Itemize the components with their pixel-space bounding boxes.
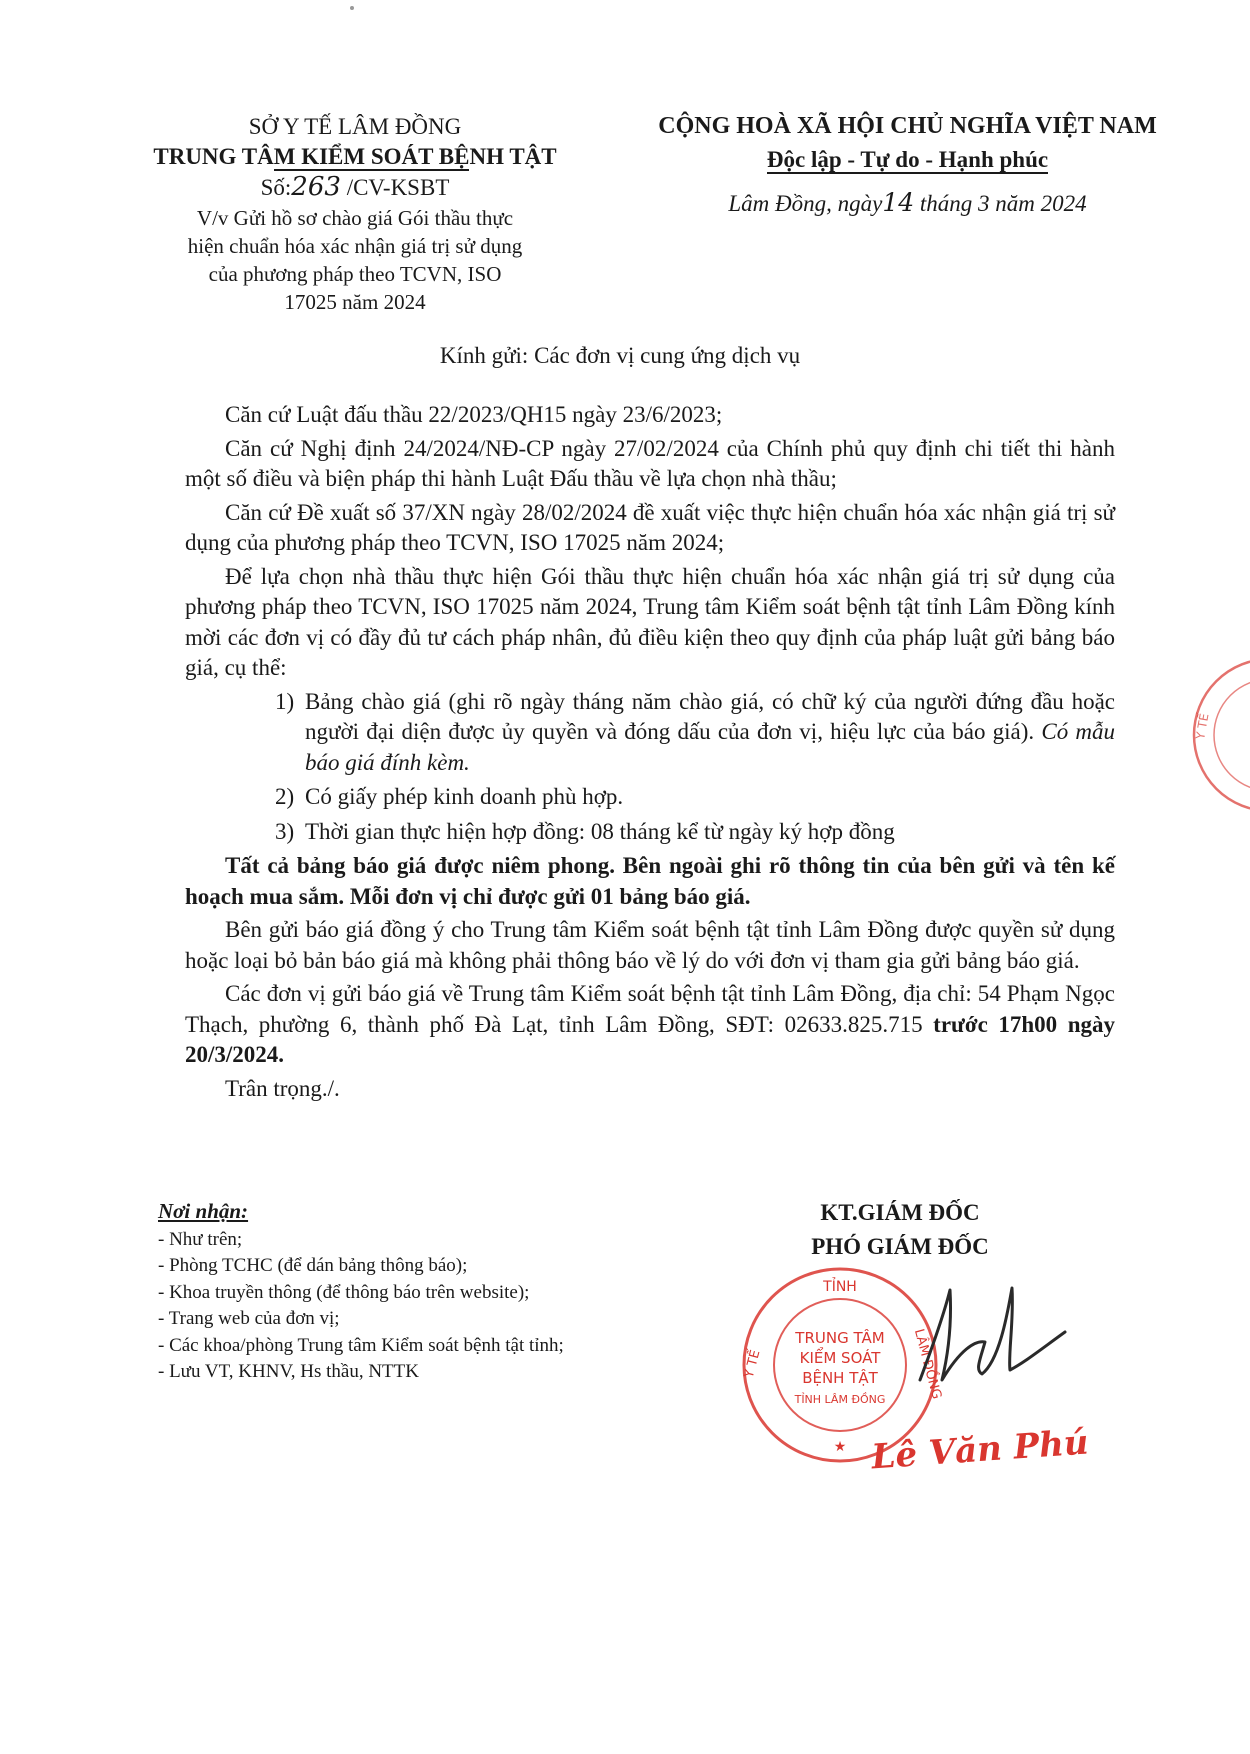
list-number: 3) xyxy=(275,818,295,844)
edge-stamp-text: Y TẾ xyxy=(1193,712,1212,741)
unit-name-underlined: M KIỂM SOÁT BỆ xyxy=(273,144,470,169)
unit-name-part1: TRUNG TÂ xyxy=(153,144,274,169)
closing: Trân trọng./. xyxy=(225,1075,340,1101)
subject-line: 17025 năm 2024 xyxy=(284,290,426,314)
paragraph: Căn cứ Luật đấu thầu 22/2023/QH15 ngày 23/6/2023; xyxy=(225,402,723,427)
agency-name: SỞ Y TẾ LÂM ĐỒNG xyxy=(248,114,462,139)
signature-role: PHÓ GIÁM ĐỐC xyxy=(811,1234,989,1259)
unit-name xyxy=(120,142,590,172)
header-right xyxy=(625,110,1190,220)
stamp-inner-2: KIỂM SOÁT xyxy=(799,1349,881,1367)
date-prefix: Lâm Đồng, ngày xyxy=(728,191,883,216)
recipient-item: - Trang web của đơn vị; xyxy=(158,1308,340,1329)
handwritten-signature xyxy=(890,1270,1090,1410)
number-handwritten: 263 xyxy=(291,172,341,202)
subject xyxy=(120,204,590,316)
motto-text: Độc lập - Tự do - Hạnh phúc xyxy=(766,147,1049,172)
edge-stamp-fragment xyxy=(1190,650,1250,820)
list-number: 2) xyxy=(275,784,295,809)
stamp-ring-top: TỈNH xyxy=(823,1279,857,1295)
scan-speck xyxy=(350,6,354,10)
signer-name: Lê Văn Phú xyxy=(870,1422,1090,1478)
recipient-item: - Lưu VT, KHNV, Hs thầu, NTTK xyxy=(158,1361,419,1382)
signature-block xyxy=(720,1196,1080,1264)
stamp-inner-1: TRUNG TÂM xyxy=(795,1329,885,1347)
list-text-normal: Bảng chào giá (ghi rõ ngày tháng năm chào giá, có chữ ký của người đứng đầu hoặc người đại diện được ủy quyền và đóng dấu của đơn vị, hiệu lực của báo giá). xyxy=(305,688,1115,744)
paragraph-address xyxy=(185,979,1115,1071)
date-day-handwritten: 14 xyxy=(882,188,915,217)
subject-line: V/v Gửi hồ sơ chào giá Gói thầu thực xyxy=(196,206,514,230)
document-number xyxy=(120,172,590,203)
recipient-line: Kính gửi: Các đơn vị cung ứng dịch vụ xyxy=(439,343,801,368)
date-suffix: tháng 3 năm 2024 xyxy=(914,191,1087,216)
stamp-ring-right: LÂM ĐỒNG xyxy=(910,1327,944,1401)
number-prefix: Số: xyxy=(260,175,292,200)
list-text-italic: Có mẫu báo giá đính kèm. xyxy=(305,719,1115,775)
stamp-ring-left: Y TẾ xyxy=(741,1348,764,1380)
requirements-list xyxy=(275,687,1115,848)
recipient-item: - Phòng TCHC (để dán bảng thông báo); xyxy=(158,1255,468,1276)
signature-title: KT.GIÁM ĐỐC xyxy=(820,1200,980,1225)
list-text xyxy=(305,687,1115,779)
paragraph: Căn cứ Nghị định 24/2024/NĐ-CP ngày 27/02/2024 của Chính phủ quy định chi tiết thi hành một số điều và biện pháp thi hành Luật Đấu thầu về lựa chọn nhà thầu; xyxy=(185,435,1115,491)
paragraph: Để lựa chọn nhà thầu thực hiện Gói thầu thực hiện chuẩn hóa xác nhận giá trị sử dụng của phương pháp theo TCVN, ISO 17025 năm 2024, Trung tâm Kiểm soát bệnh tật tỉnh Lâm Đồng kính mời các đơn vị có đầy đủ tư cách pháp nhân, đủ điều kiện theo quy định của pháp luật gửi bảng báo giá, cụ thể: xyxy=(185,563,1115,680)
list-text: Thời gian thực hiện hợp đồng: 08 tháng kể từ ngày ký hợp đồng xyxy=(305,818,895,844)
country-name: CỘNG HOÀ XÃ HỘI CHỦ NGHĨA VIỆT NAM xyxy=(658,113,1157,139)
motto xyxy=(625,143,1190,176)
date-line xyxy=(625,186,1190,220)
recipient-item: - Như trên; xyxy=(158,1228,243,1250)
recipient-item: - Các khoa/phòng Trung tâm Kiểm soát bệnh tật tỉnh; xyxy=(158,1334,564,1356)
address-text: Các đơn vị gửi báo giá về Trung tâm Kiểm soát bệnh tật tỉnh Lâm Đồng, địa chỉ: 54 Phạm Ngọc Thạch, phường 6, thành phố Đà Lạt, tỉnh Lâm Đồng, SĐT: 02633.825.715 xyxy=(185,981,1115,1037)
number-suffix: /CV-KSBT xyxy=(340,175,450,200)
subject-line: của phương pháp theo TCVN, ISO xyxy=(208,262,502,286)
list-item xyxy=(275,782,1115,813)
list-number: 1) xyxy=(275,688,295,714)
header-left xyxy=(120,112,590,316)
list-item xyxy=(275,817,1115,848)
list-text: Có giấy phép kinh doanh phù hợp. xyxy=(305,784,624,809)
stamp-inner-4: TỈNH LÂM ĐỒNG xyxy=(794,1393,886,1406)
list-item xyxy=(275,687,1115,779)
stamp-inner-3: BỆNH TẬT xyxy=(802,1369,878,1387)
document-body xyxy=(185,400,1115,1107)
paragraph-bold: Tất cả bảng báo giá được niêm phong. Bên ngoài ghi rõ thông tin của bên gửi và tên kế hoạch mua sắm. Mỗi đơn vị chỉ được gửi 01 bảng báo giá. xyxy=(185,853,1115,909)
subject-line: hiện chuẩn hóa xác nhận giá trị sử dụng xyxy=(187,234,523,258)
recipient-item: - Khoa truyền thông (để thông báo trên website); xyxy=(158,1281,530,1303)
paragraph: Bên gửi báo giá đồng ý cho Trung tâm Kiểm soát bệnh tật tỉnh Lâm Đồng được quyền sử dụng hoặc loại bỏ bản báo giá mà không phải thông báo về lý do với đơn vị tham gia gửi bảng báo giá. xyxy=(185,917,1115,973)
paragraph: Căn cứ Đề xuất số 37/XN ngày 28/02/2024 đề xuất việc thực hiện chuẩn hóa xác nhận giá trị sử dụng của phương pháp theo TCVN, ISO 17025 năm 2024; xyxy=(185,499,1115,555)
recipients-list xyxy=(158,1198,658,1386)
recipients-title: Nơi nhận: xyxy=(158,1199,249,1223)
stamp-star: ★ xyxy=(833,1439,847,1455)
deadline-text: trước 17h00 ngày 20/3/2024. xyxy=(185,1011,1115,1067)
unit-name-part3: NH TẬT xyxy=(469,144,557,169)
